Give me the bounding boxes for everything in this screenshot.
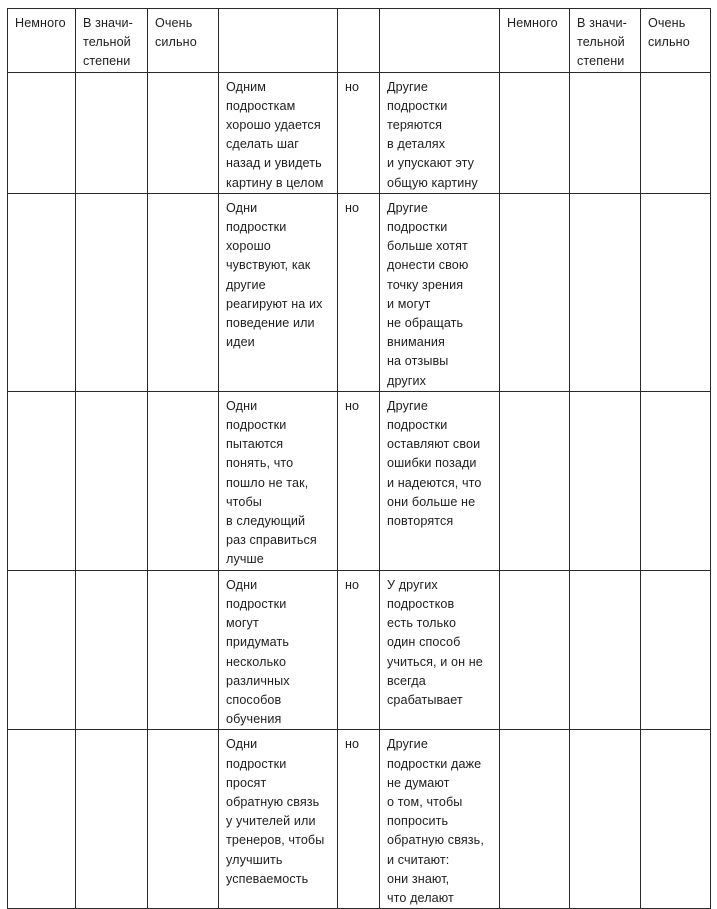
header-left-very-much: Очень сильно	[148, 9, 219, 73]
rating-cell-right-a-little[interactable]	[500, 391, 570, 570]
header-right-very-much: Очень сильно	[641, 9, 711, 73]
header-left-considerably: В значи- тельной степени	[76, 9, 148, 73]
rating-cell-right-very-much[interactable]	[641, 570, 711, 730]
statement-b: Другие подростки теряются в деталях и упускают эту общую картину	[380, 72, 500, 193]
rating-cell-left-very-much[interactable]	[148, 391, 219, 570]
rating-cell-right-a-little[interactable]	[500, 570, 570, 730]
statement-b: Другие подростки оставляют свои ошибки позади и надеются, что они больше не повторятся	[380, 391, 500, 570]
rating-cell-left-considerably[interactable]	[76, 72, 148, 193]
rating-cell-right-a-little[interactable]	[500, 72, 570, 193]
rating-cell-left-a-little[interactable]	[8, 193, 76, 391]
connector-text: но	[338, 730, 380, 909]
rating-cell-right-very-much[interactable]	[641, 72, 711, 193]
header-statement-b	[380, 9, 500, 73]
rating-cell-left-a-little[interactable]	[8, 570, 76, 730]
table-row	[8, 570, 711, 730]
header-right-considerably: В значи- тельной степени	[570, 9, 641, 73]
statement-b: У других подростков есть только один способ учиться, и он не всегда срабатывает	[380, 570, 500, 730]
statement-b: Другие подростки даже не думают о том, чтобы попросить обратную связь, и считают: они знают, что делают	[380, 730, 500, 909]
table-row	[8, 72, 711, 193]
rating-cell-left-very-much[interactable]	[148, 193, 219, 391]
connector-text: но	[338, 193, 380, 391]
rating-cell-right-considerably[interactable]	[570, 72, 641, 193]
rating-cell-left-considerably[interactable]	[76, 193, 148, 391]
header-connector	[338, 9, 380, 73]
header-statement-a	[219, 9, 338, 73]
rating-cell-right-a-little[interactable]	[500, 730, 570, 909]
rating-cell-right-very-much[interactable]	[641, 730, 711, 909]
header-left-a-little: Немного	[8, 9, 76, 73]
rating-cell-right-very-much[interactable]	[641, 193, 711, 391]
rating-cell-right-considerably[interactable]	[570, 730, 641, 909]
rating-cell-right-considerably[interactable]	[570, 570, 641, 730]
table-row	[8, 391, 711, 570]
statement-a: Одним подросткам хорошо удается сделать шаг назад и увидеть картину в целом	[219, 72, 338, 193]
rating-cell-left-considerably[interactable]	[76, 730, 148, 909]
rating-cell-right-a-little[interactable]	[500, 193, 570, 391]
rating-cell-right-considerably[interactable]	[570, 193, 641, 391]
self-assessment-table	[7, 8, 711, 909]
table-row	[8, 193, 711, 391]
table-row	[8, 730, 711, 909]
connector-text: но	[338, 391, 380, 570]
rating-cell-left-a-little[interactable]	[8, 72, 76, 193]
rating-cell-right-considerably[interactable]	[570, 391, 641, 570]
connector-text: но	[338, 72, 380, 193]
rating-cell-left-considerably[interactable]	[76, 391, 148, 570]
statement-a: Одни подростки могут придумать несколько различных способов обучения	[219, 570, 338, 730]
rating-cell-left-a-little[interactable]	[8, 391, 76, 570]
statement-a: Одни подростки пытаются понять, что пошло не так, чтобы в следующий раз справиться лучше	[219, 391, 338, 570]
statement-a: Одни подростки просят обратную связь у учителей или тренеров, чтобы улучшить успеваемость	[219, 730, 338, 909]
rating-cell-left-very-much[interactable]	[148, 730, 219, 909]
statement-b: Другие подростки больше хотят донести свою точку зрения и могут не обращать внимания на отзывы других	[380, 193, 500, 391]
rating-cell-left-considerably[interactable]	[76, 570, 148, 730]
connector-text: но	[338, 570, 380, 730]
rating-cell-left-very-much[interactable]	[148, 72, 219, 193]
rating-cell-right-very-much[interactable]	[641, 391, 711, 570]
statement-a: Одни подростки хорошо чувствуют, как другие реагируют на их поведение или идеи	[219, 193, 338, 391]
rating-cell-left-very-much[interactable]	[148, 570, 219, 730]
rating-cell-left-a-little[interactable]	[8, 730, 76, 909]
header-row	[8, 9, 711, 73]
header-right-a-little: Немного	[500, 9, 570, 73]
